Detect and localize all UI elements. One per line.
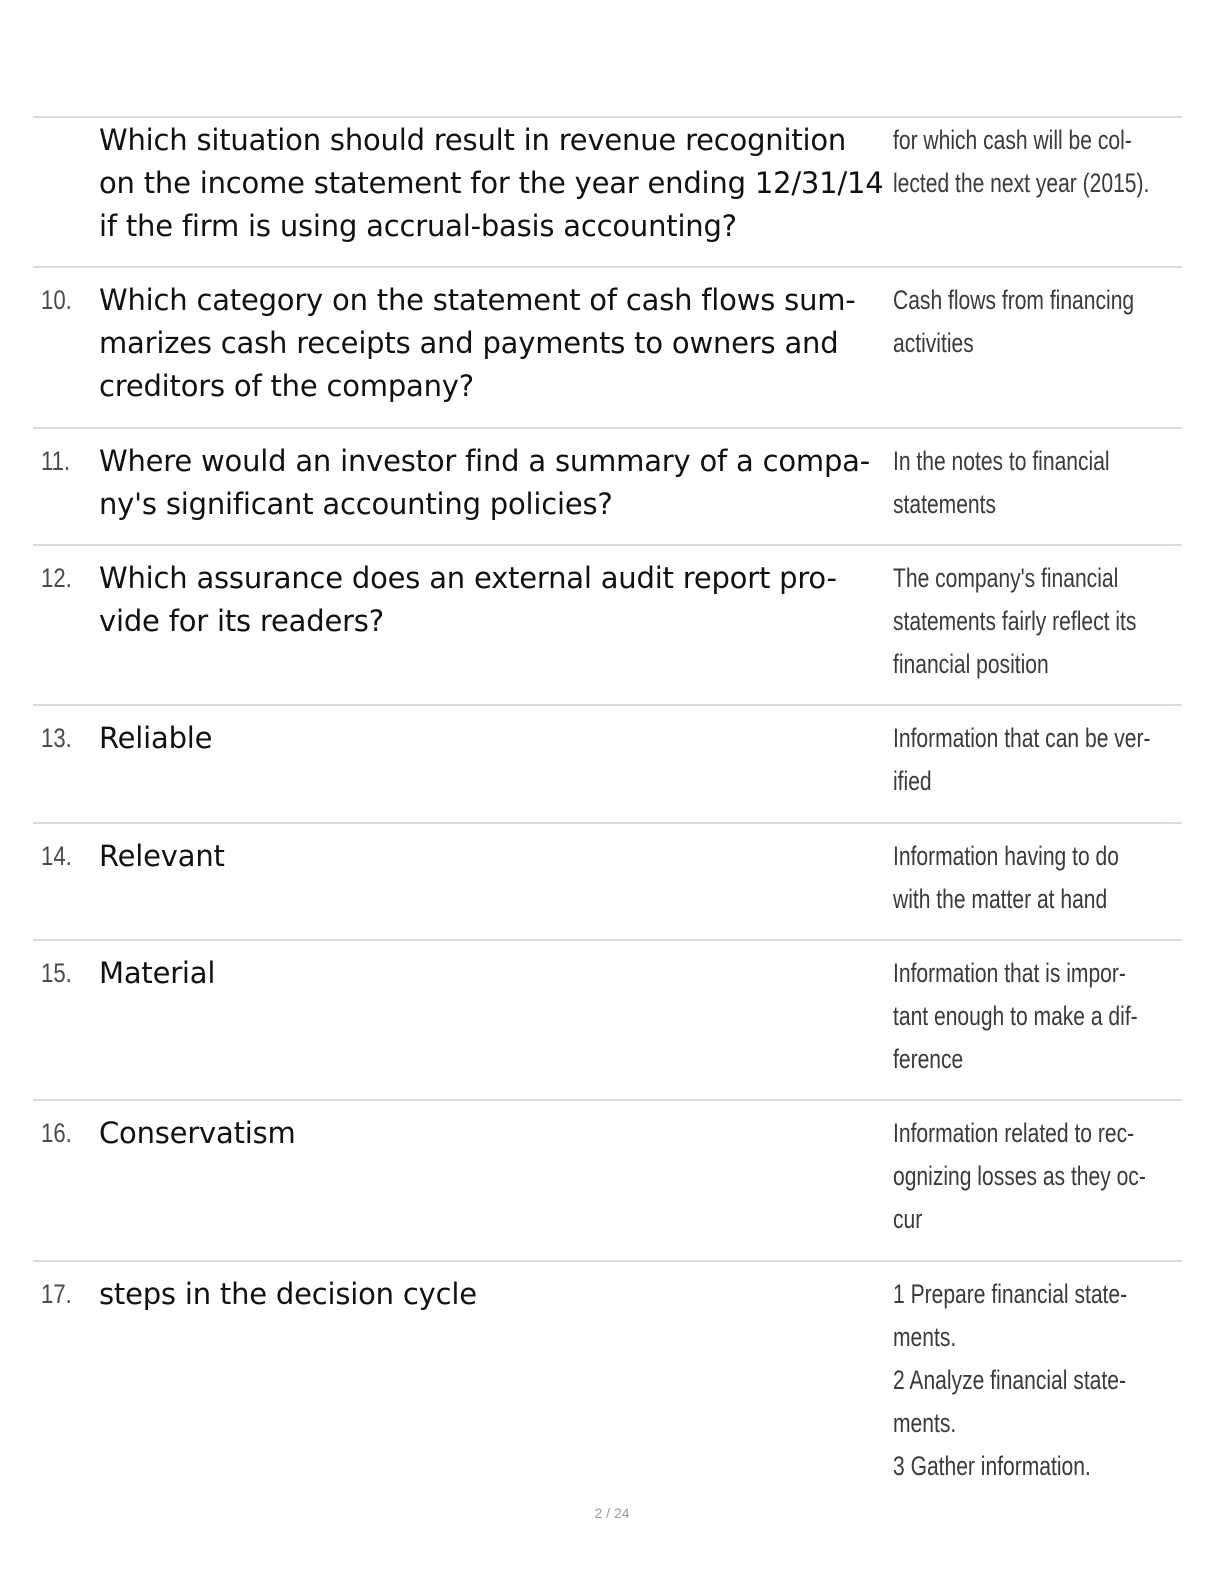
term-line: Which assurance does an external audit report pro- [99,561,837,595]
term-line: on the income statement for the year ending 12/31/14 [99,166,884,200]
term-line: Which category on the statement of cash flows sum- [99,283,856,317]
row-definition [893,1112,1162,1241]
row-definition [893,440,1162,526]
term-line: vide for its readers? [99,604,384,638]
page-indicator: 2 / 24 [594,1505,630,1521]
row-divider [33,704,1182,706]
row-term [99,835,889,878]
definition-line: Cash flows from financing [893,285,1135,315]
definition-line: with the matter at hand [893,884,1108,914]
row-definition [893,717,1162,803]
row-term [99,1273,889,1316]
term-line: creditors of the company? [99,369,474,403]
definition-line: 1 Prepare financial state- [893,1279,1128,1309]
row-definition [893,1273,1162,1488]
definition-line: Information that can be ver- [893,723,1151,753]
definition-line: The company's financial [893,563,1119,593]
term-line: Conservatism [99,1116,296,1150]
definition-line: activities [893,328,974,358]
row-number: 14. [41,841,72,871]
definition-line: statements fairly reflect its [893,606,1137,636]
definition-line: ified [893,766,932,796]
term-line: Where would an investor find a summary of a compa- [99,444,871,478]
definition-line: for which cash will be col- [893,125,1132,155]
row-number: 12. [41,563,72,593]
row-divider [33,427,1182,429]
definition-line: 3 Gather information. [893,1451,1091,1481]
row-definition [893,835,1162,921]
row-number: 17. [41,1279,72,1309]
row-number: 13. [41,723,72,753]
definition-line: cur [893,1204,923,1234]
row-divider [33,266,1182,268]
row-number: 11. [41,446,71,476]
row-number: 10. [41,285,72,315]
definition-line: In the notes to financial [893,446,1110,476]
row-divider [33,822,1182,824]
row-term [99,952,889,995]
row-term [99,557,889,643]
row-definition [893,952,1162,1081]
row-divider [33,1099,1182,1101]
definition-line: ments. [893,1408,957,1438]
definition-line: 2 Analyze financial state- [893,1365,1126,1395]
row-definition [893,119,1162,205]
definition-line: ognizing losses as they oc- [893,1161,1146,1191]
definition-line: tant enough to make a dif- [893,1001,1138,1031]
definition-line: financial position [893,649,1049,679]
row-term [99,279,889,408]
row-divider [33,116,1182,118]
row-definition [893,557,1162,686]
term-line: Relevant [99,839,225,873]
term-line: steps in the decision cycle [99,1277,477,1311]
definition-line: Information that is impor- [893,958,1126,988]
term-line: marizes cash receipts and payments to owners and [99,326,839,360]
row-number: 15. [41,958,72,988]
row-divider [33,1260,1182,1262]
definition-line: Information having to do [893,841,1119,871]
term-line: Which situation should result in revenue recognition [99,123,847,157]
term-line: if the firm is using accrual-basis accounting? [99,209,737,243]
row-term [99,1112,889,1155]
row-definition [893,279,1162,365]
term-line: Material [99,956,216,990]
definition-line: statements [893,489,997,519]
definition-line: lected the next year (2015). [893,168,1150,198]
definition-line: Information related to rec- [893,1118,1135,1148]
row-term [99,440,889,526]
row-term [99,119,889,248]
row-term [99,717,889,760]
row-divider [33,544,1182,546]
definition-line: ments. [893,1322,957,1352]
definition-line: ference [893,1044,964,1074]
row-number: 16. [41,1118,72,1148]
row-divider [33,939,1182,941]
term-line: ny's significant accounting policies? [99,487,613,521]
term-line: Reliable [99,721,213,755]
